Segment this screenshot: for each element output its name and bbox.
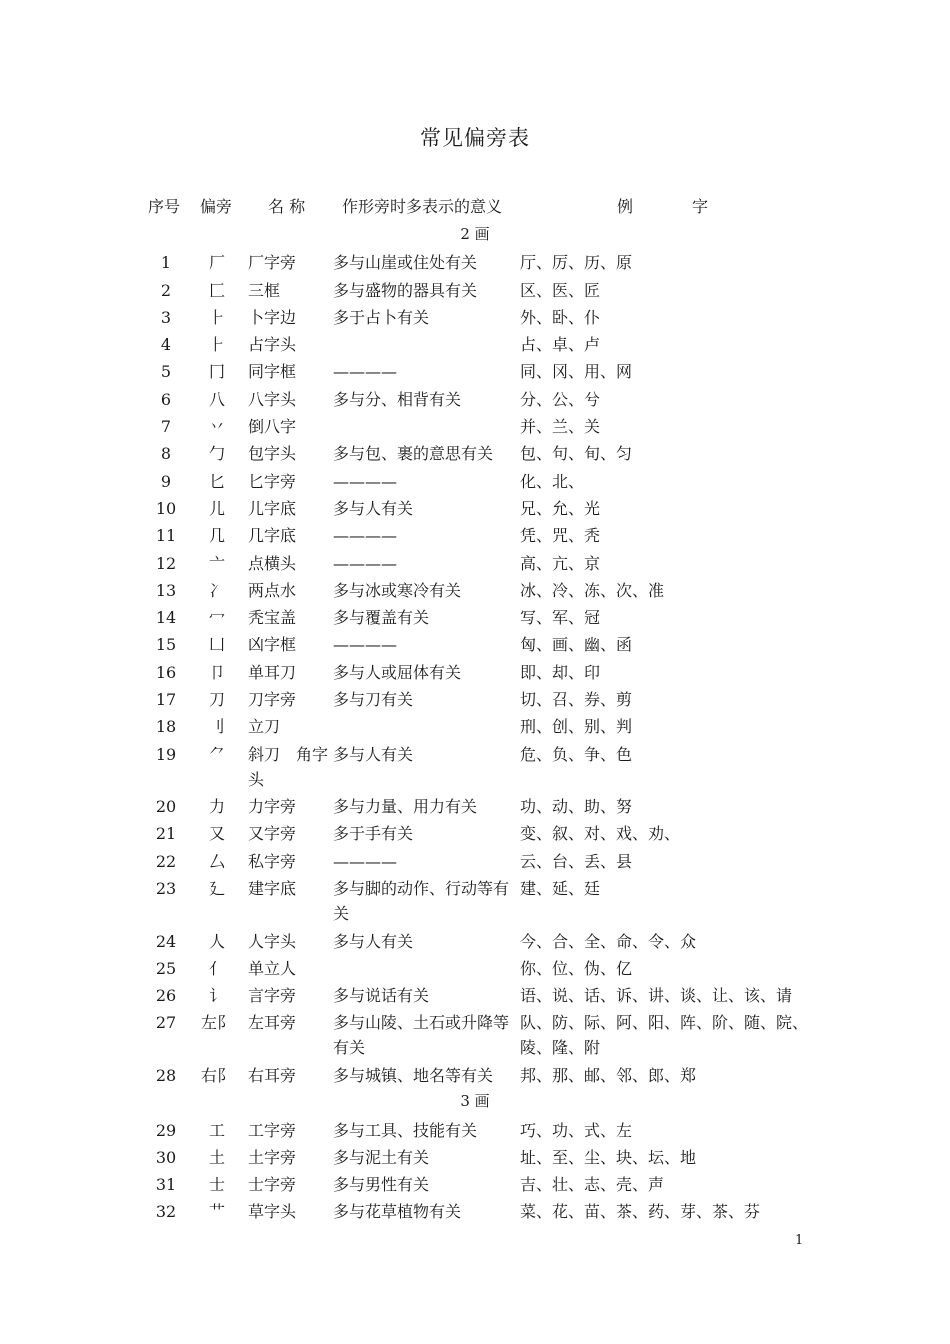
radical-meaning: 多与城镇、地名等有关 [333,1065,494,1085]
radical-glyph: 左阝 [200,1013,233,1033]
table-row [0,303,950,330]
table-row [0,874,950,927]
radical-glyph: ⺊ [208,307,225,327]
row-number: 24 [155,931,177,951]
table-row [0,927,950,954]
radical-glyph: 匚 [208,280,225,300]
example-characters: 并、兰、关 [520,417,601,437]
radical-meaning: 多与脚的动作、行动等有关 [333,879,510,924]
radical-name: 几字底 [248,526,297,546]
radical-name: 同字框 [248,362,297,382]
radical-name: 私字旁 [248,851,297,871]
radical-name: 两点水 [248,580,297,600]
row-number: 18 [155,717,177,737]
table-row [0,819,950,846]
radical-meaning: ———— [333,471,397,491]
header-name: 名 称 [268,197,306,216]
radical-name: 言字旁 [248,986,297,1006]
radical-name: 匕字旁 [248,471,297,491]
radical-meaning: 多与人有关 [333,931,414,951]
example-characters: 变、叙、对、戏、劝、 [520,824,681,844]
example-characters: 凭、咒、秃 [520,526,601,546]
row-number: 30 [155,1147,177,1167]
example-characters: 云、台、丢、县 [520,851,633,871]
radical-name: 八字头 [248,389,297,409]
radical-name: 儿字底 [248,498,297,518]
example-characters: 址、至、尘、块、坛、地 [520,1147,697,1167]
table-row [0,847,950,874]
radical-name: 凶字框 [248,635,297,655]
example-characters: 功、动、助、努 [520,797,633,817]
radical-glyph: ⺊ [208,335,225,355]
radical-glyph: 丷 [208,417,225,437]
example-characters: 冰、冷、冻、次、准 [520,580,665,600]
radical-name: 点横头 [248,553,297,573]
table-row [0,1170,950,1197]
radical-name: 人字头 [248,931,297,951]
table-row [0,330,950,357]
section-heading [0,1088,950,1115]
header-example-2: 字 [692,197,709,216]
example-characters: 切、召、券、剪 [520,690,633,710]
example-characters: 写、军、冠 [520,608,601,628]
radical-name: 右耳旁 [248,1065,297,1085]
radical-glyph: 廴 [208,879,225,899]
radical-glyph: 工 [208,1120,225,1140]
radical-glyph: 士 [208,1175,225,1195]
radical-name: 草字头 [248,1202,297,1222]
header-meaning: 作形旁时多表示的意义 [342,197,503,216]
example-characters: 同、冈、用、网 [520,362,633,382]
radical-glyph: 儿 [208,498,225,518]
radical-meaning: 多与刀有关 [333,690,414,710]
radical-meaning: 多与山陵、土石或升降等有关 [333,1013,510,1058]
page-title: 常见偏旁表 [420,126,530,150]
row-number: 20 [155,797,177,817]
table-row [0,685,950,712]
table-row [0,630,950,657]
radical-name: 左耳旁 [248,1013,297,1033]
table-row [0,792,950,819]
radical-name: 三框 [248,280,281,300]
radical-glyph: 冫 [208,580,225,600]
header-radical: 偏旁 [200,197,233,216]
section-heading [0,221,950,248]
radical-name: 单耳刀 [248,662,297,682]
row-number: 11 [155,526,177,546]
radical-name: 又字旁 [248,824,297,844]
radical-glyph: 凵 [208,635,225,655]
example-characters: 高、亢、京 [520,553,601,573]
header-example-1: 例 [617,197,634,216]
radical-name: 包字头 [248,444,297,464]
radical-meaning: ———— [333,362,397,382]
radical-name: 建字底 [248,879,297,899]
row-number: 23 [155,879,177,899]
example-characters: 语、说、话、诉、讲、谈、让、该、请 [520,986,793,1006]
row-number: 28 [155,1065,177,1085]
row-number: 16 [155,662,177,682]
row-number: 22 [155,851,177,871]
table-row [0,1008,950,1061]
example-characters: 化、北、 [520,471,585,491]
radical-meaning: ———— [333,635,397,655]
page-number: 1 [795,1233,804,1248]
radical-meaning: 多与分、相背有关 [333,389,462,409]
radical-glyph: 人 [208,931,225,951]
radical-name: 斜刀 角字头 [248,744,329,789]
row-number: 27 [155,1013,177,1033]
table-row [0,276,950,303]
radical-meaning: 多与花草植物有关 [333,1202,462,1222]
radical-meaning: 多与包、裹的意思有关 [333,444,494,464]
row-number: 8 [160,444,172,464]
row-number: 15 [155,635,177,655]
table-row [0,385,950,412]
radical-glyph: 八 [208,389,225,409]
row-number: 12 [155,553,177,573]
radical-meaning: ———— [333,526,397,546]
radical-name: 厂字旁 [248,253,297,273]
radical-meaning: 多与覆盖有关 [333,608,430,628]
example-characters: 今、合、全、命、令、众 [520,931,697,951]
example-characters: 分、公、兮 [520,389,601,409]
radical-glyph: 几 [208,526,225,546]
radical-glyph: 右阝 [200,1065,233,1085]
radical-glyph: 刂 [208,717,225,737]
radical-name: 单立人 [248,958,297,978]
radical-name: 倒八字 [248,417,297,437]
example-characters: 匈、画、幽、函 [520,635,633,655]
radical-meaning: 多与力量、用力有关 [333,797,478,817]
row-number: 10 [155,498,177,518]
table-row [0,740,950,793]
table-row [0,357,950,384]
radical-glyph: 勹 [208,444,225,464]
radical-glyph: 厶 [208,851,225,871]
header-num: 序号 [148,197,181,216]
row-number: 5 [160,362,172,382]
example-characters: 外、卧、仆 [520,307,601,327]
radical-glyph: 土 [208,1147,225,1167]
example-characters: 包、句、旬、匀 [520,444,633,464]
row-number: 31 [155,1175,177,1195]
radical-glyph: 亠 [208,553,225,573]
example-characters: 吉、壮、志、壳、声 [520,1175,665,1195]
table-row [0,712,950,739]
table-row [0,1061,950,1088]
radical-glyph: 匕 [208,471,225,491]
table-header [0,194,950,216]
radical-meaning: 多与山崖或住处有关 [333,253,478,273]
radical-glyph: 厂 [208,253,225,273]
table-row [0,439,950,466]
radical-meaning: 多与人有关 [333,744,414,764]
radical-meaning: 多与人有关 [333,498,414,518]
row-number: 25 [155,958,177,978]
table-row [0,658,950,685]
table-row [0,576,950,603]
radical-name: 力字旁 [248,797,297,817]
radical-meaning: 多于手有关 [333,824,414,844]
radical-glyph: 刀 [208,690,225,710]
radical-meaning: 多与人或屈体有关 [333,662,462,682]
table-row [0,521,950,548]
radical-glyph: 艹 [208,1202,225,1222]
row-number: 21 [155,824,177,844]
row-number: 9 [160,471,172,491]
radical-name: 卜字边 [248,307,297,327]
radical-meaning: ———— [333,553,397,573]
table-row [0,248,950,275]
radical-name: 占字头 [248,335,297,355]
radical-meaning: 多与冰或寒冷有关 [333,580,462,600]
radical-meaning: 多与泥土有关 [333,1147,430,1167]
radical-name: 士字旁 [248,1175,297,1195]
radical-glyph: 讠 [208,986,225,1006]
row-number: 6 [160,389,172,409]
table-row [0,981,950,1008]
radical-meaning: ———— [333,851,397,871]
row-number: 32 [155,1202,177,1222]
radical-table [0,221,950,1225]
radical-meaning: 多与男性有关 [333,1175,430,1195]
row-number: 13 [155,580,177,600]
example-characters: 区、医、匠 [520,280,601,300]
example-characters: 刑、创、别、判 [520,717,633,737]
row-number: 17 [155,690,177,710]
row-number: 3 [160,307,172,327]
table-row [0,412,950,439]
table-row [0,954,950,981]
example-characters: 危、负、争、色 [520,744,633,764]
table-row [0,549,950,576]
example-characters: 菜、花、苗、茶、药、芽、茶、芬 [520,1202,761,1222]
row-number: 14 [155,608,177,628]
radical-meaning: 多与说话有关 [333,986,430,1006]
radical-name: 立刀 [248,717,281,737]
example-characters: 占、卓、卢 [520,335,601,355]
section-label: 2 画 [460,225,490,243]
table-row [0,1116,950,1143]
row-number: 2 [160,280,172,300]
row-number: 19 [155,744,177,764]
row-number: 4 [160,335,172,355]
example-characters: 邦、那、邮、邻、郎、郑 [520,1065,697,1085]
section-label: 3 画 [460,1092,490,1111]
radical-meaning: 多于占卜有关 [333,307,430,327]
radical-meaning: 多与盛物的器具有关 [333,280,478,300]
table-row [0,603,950,630]
example-characters: 建、延、廷 [520,879,601,899]
radical-meaning: 多与工具、技能有关 [333,1120,478,1140]
radical-name: 刀字旁 [248,690,297,710]
radical-glyph: 冂 [208,362,225,382]
radical-glyph: ⺈ [208,744,225,764]
example-characters: 队、防、际、阿、阳、阵、阶、随、院、陵、隆、附 [520,1013,809,1058]
radical-name: 秃宝盖 [248,608,297,628]
example-characters: 巧、功、式、左 [520,1120,633,1140]
table-row [0,1143,950,1170]
radical-glyph: 冖 [208,608,225,628]
example-characters: 即、却、印 [520,662,601,682]
radical-glyph: 亻 [208,958,225,978]
table-row [0,467,950,494]
example-characters: 兄、允、光 [520,498,601,518]
radical-glyph: 卩 [208,662,225,682]
example-characters: 你、位、伪、亿 [520,958,633,978]
table-row [0,494,950,521]
radical-glyph: 又 [208,824,225,844]
row-number: 1 [160,253,172,273]
row-number: 7 [160,417,172,437]
radical-name: 土字旁 [248,1147,297,1167]
radical-glyph: 力 [208,797,225,817]
radical-name: 工字旁 [248,1120,297,1140]
table-row [0,1197,950,1224]
row-number: 29 [155,1120,177,1140]
example-characters: 厅、厉、历、原 [520,253,633,273]
row-number: 26 [155,986,177,1006]
